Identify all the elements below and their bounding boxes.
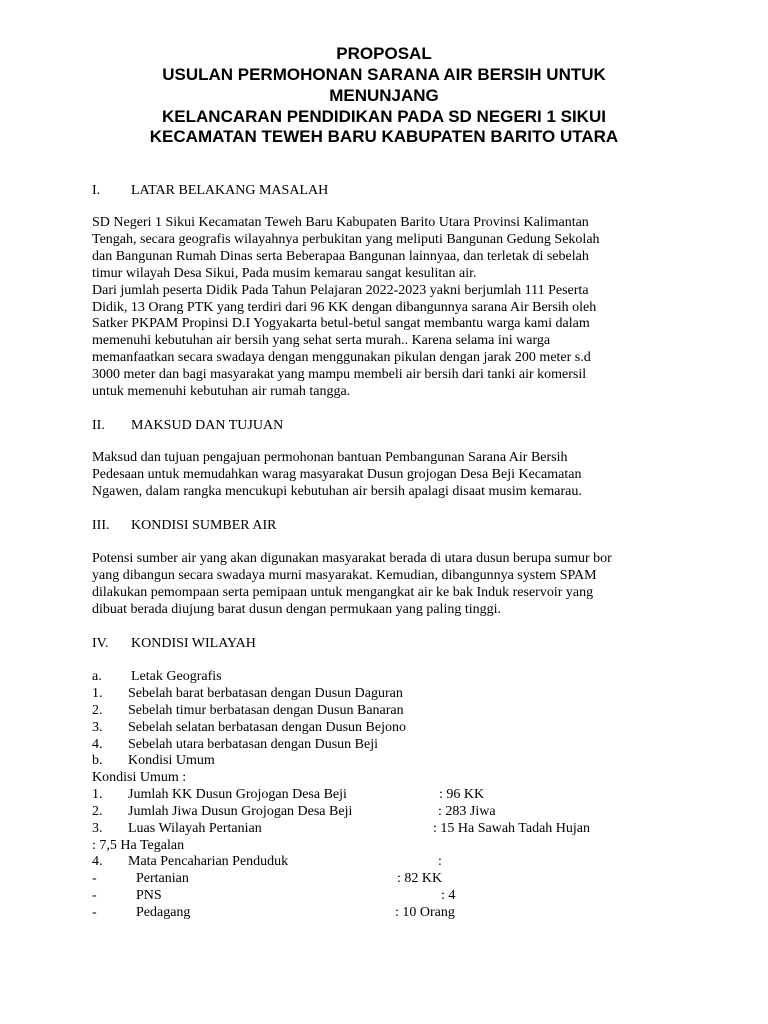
list-text: Sebelah timur berbatasan dengan Dusun Banaran — [128, 703, 404, 718]
paragraph-line: Satker PKPAM Propinsi D.I Yogyakarta betul-betul sangat membantu warga kami dalam — [92, 316, 590, 332]
section-heading-maksud-tujuan — [92, 417, 283, 434]
list-marker: 2. — [92, 804, 103, 819]
list-marker: 4. — [92, 854, 103, 869]
list-text: Luas Wilayah Pertanian — [128, 821, 262, 836]
paragraph-line: yang dibangun secara swadaya murni masyarakat. Kemudian, dibangunnya system SPAM — [92, 567, 597, 583]
section-heading-latar-belakang — [92, 182, 328, 199]
paragraph-line: timur wilayah Desa Sikui, Pada musim kemarau sangat kesulitan air. — [92, 265, 477, 281]
section-title: MAKSUD DAN TUJUAN — [131, 418, 284, 433]
list-marker: - — [92, 871, 97, 886]
list-text: Jumlah Jiwa Dusun Grojogan Desa Beji — [128, 804, 353, 819]
paragraph-line: dibuat berada diujung barat dusun dengan permukaan yang paling tinggi. — [92, 601, 502, 617]
paragraph-line: Pedesaan untuk memudahkan warag masyarakat Dusun grojogan Desa Beji Kecamatan — [92, 466, 582, 482]
doc-title-line-2: USULAN PERMOHONAN SARANA AIR BERSIH UNTUK — [162, 65, 606, 84]
paragraph-line: Didik, 13 Orang PTK yang terdiri dari 96 KK dengan dibangunnya sarana Air Bersih oleh — [92, 299, 597, 315]
doc-title-line-4: KELANCARAN PENDIDIKAN PADA SD NEGERI 1 SIKUI — [162, 107, 606, 126]
list-text: Mata Pencaharian Penduduk — [128, 854, 289, 869]
list-marker: 2. — [92, 703, 103, 718]
paragraph-line: dilakukan pemompaan serta pemipaan untuk mengangkat air ke bak Induk reservoir yang — [92, 584, 594, 600]
paragraph-line: 3000 meter dan bagi masyarakat yang mampu membeli air bersih dari tanki air komersil — [92, 367, 587, 383]
section-heading-kondisi-wilayah — [92, 635, 256, 652]
paragraph-line: untuk memenuhi kebutuhan air rumah tangga. — [92, 384, 351, 400]
kondisi-umum-intro: Kondisi Umum : — [92, 770, 187, 785]
paragraph-line: Potensi sumber air yang akan digunakan masyarakat berada di utara dusun berupa sumur bor — [92, 551, 612, 566]
paragraph-line: dan Bangunan Rumah Dinas serta Beberapaa Bangunan lainnyaa, dan terletak di sebelah — [92, 248, 589, 264]
list-value: : 10 Orang — [395, 905, 455, 920]
section-title: LATAR BELAKANG MASALAH — [131, 183, 329, 198]
list-marker: 1. — [92, 686, 103, 701]
list-value: : 15 Ha Sawah Tadah Hujan — [433, 821, 591, 836]
list-text: Kondisi Umum — [128, 753, 215, 768]
list-value: : — [438, 854, 442, 869]
list-text: Sebelah selatan berbatasan dengan Dusun Bejono — [128, 720, 406, 735]
list-text: Sebelah barat berbatasan dengan Dusun Daguran — [128, 686, 403, 701]
list-marker: 4. — [92, 737, 103, 752]
list-marker: - — [92, 905, 97, 920]
list-marker: 3. — [92, 720, 103, 735]
list-text: Sebelah utara berbatasan dengan Dusun Beji — [128, 737, 378, 752]
doc-title-line-3: MENUNJANG — [329, 86, 439, 105]
list-marker: 1. — [92, 787, 103, 802]
list-value: : 96 KK — [439, 787, 485, 802]
paragraph-line: Tengah, secara geografis wilayahnya perbukitan yang meliputi Bangunan Gedung Sekolah — [92, 231, 600, 247]
doc-title-line-5: KECAMATAN TEWEH BARU KABUPATEN BARITO UTARA — [149, 127, 619, 146]
list-value: : 82 KK — [397, 871, 443, 886]
paragraph-kondisi-sumber-air — [92, 551, 612, 619]
list-text: Jumlah KK Dusun Grojogan Desa Beji — [128, 787, 347, 802]
tegalan-line: : 7,5 Ha Tegalan — [92, 838, 185, 853]
paragraph-latar-belakang — [92, 215, 600, 401]
paragraph-line: Maksud dan tujuan pengajuan permohonan bantuan Pembangunan Sarana Air Bersih — [92, 450, 568, 465]
doc-title-proposal: PROPOSAL — [336, 44, 432, 63]
list-text: Letak Geografis — [131, 669, 222, 684]
section-number: III. — [92, 518, 110, 533]
list-text: Pertanian — [136, 871, 189, 886]
paragraph-line: Ngawen, dalam rangka mencukupi kebutuhan air bersih apalagi disaat musim kemarau. — [92, 483, 582, 499]
list-marker: a. — [92, 669, 102, 684]
section-number: I. — [92, 183, 101, 198]
list-value: : 4 — [441, 888, 456, 903]
list-marker: 3. — [92, 821, 103, 836]
list-marker: - — [92, 888, 97, 903]
list-text: PNS — [136, 888, 162, 903]
paragraph-line: Dari jumlah peserta Didik Pada Tahun Pelajaran 2022-2023 yakni berjumlah 111 Peserta — [92, 282, 589, 298]
section-title: KONDISI SUMBER AIR — [131, 518, 277, 533]
paragraph-line: memanfaatkan secara swadaya dengan menggunakan pikulan dengan jarak 200 meter s.d — [92, 350, 591, 366]
section-title: KONDISI WILAYAH — [131, 636, 256, 651]
list-marker: b. — [92, 753, 103, 768]
list-text: Pedagang — [136, 905, 191, 920]
list-value: : 283 Jiwa — [438, 804, 496, 819]
section-number: II. — [92, 418, 105, 433]
paragraph-line: memenuhi kebutuhan air bersih yang sehat serta murah.. Karena selama ini warga — [92, 333, 551, 349]
section-number: IV. — [92, 636, 109, 651]
paragraph-line: SD Negeri 1 Sikui Kecamatan Teweh Baru Kabupaten Barito Utara Provinsi Kalimantan — [92, 215, 589, 230]
section-heading-kondisi-sumber-air — [92, 517, 276, 534]
paragraph-maksud-tujuan — [92, 450, 582, 501]
